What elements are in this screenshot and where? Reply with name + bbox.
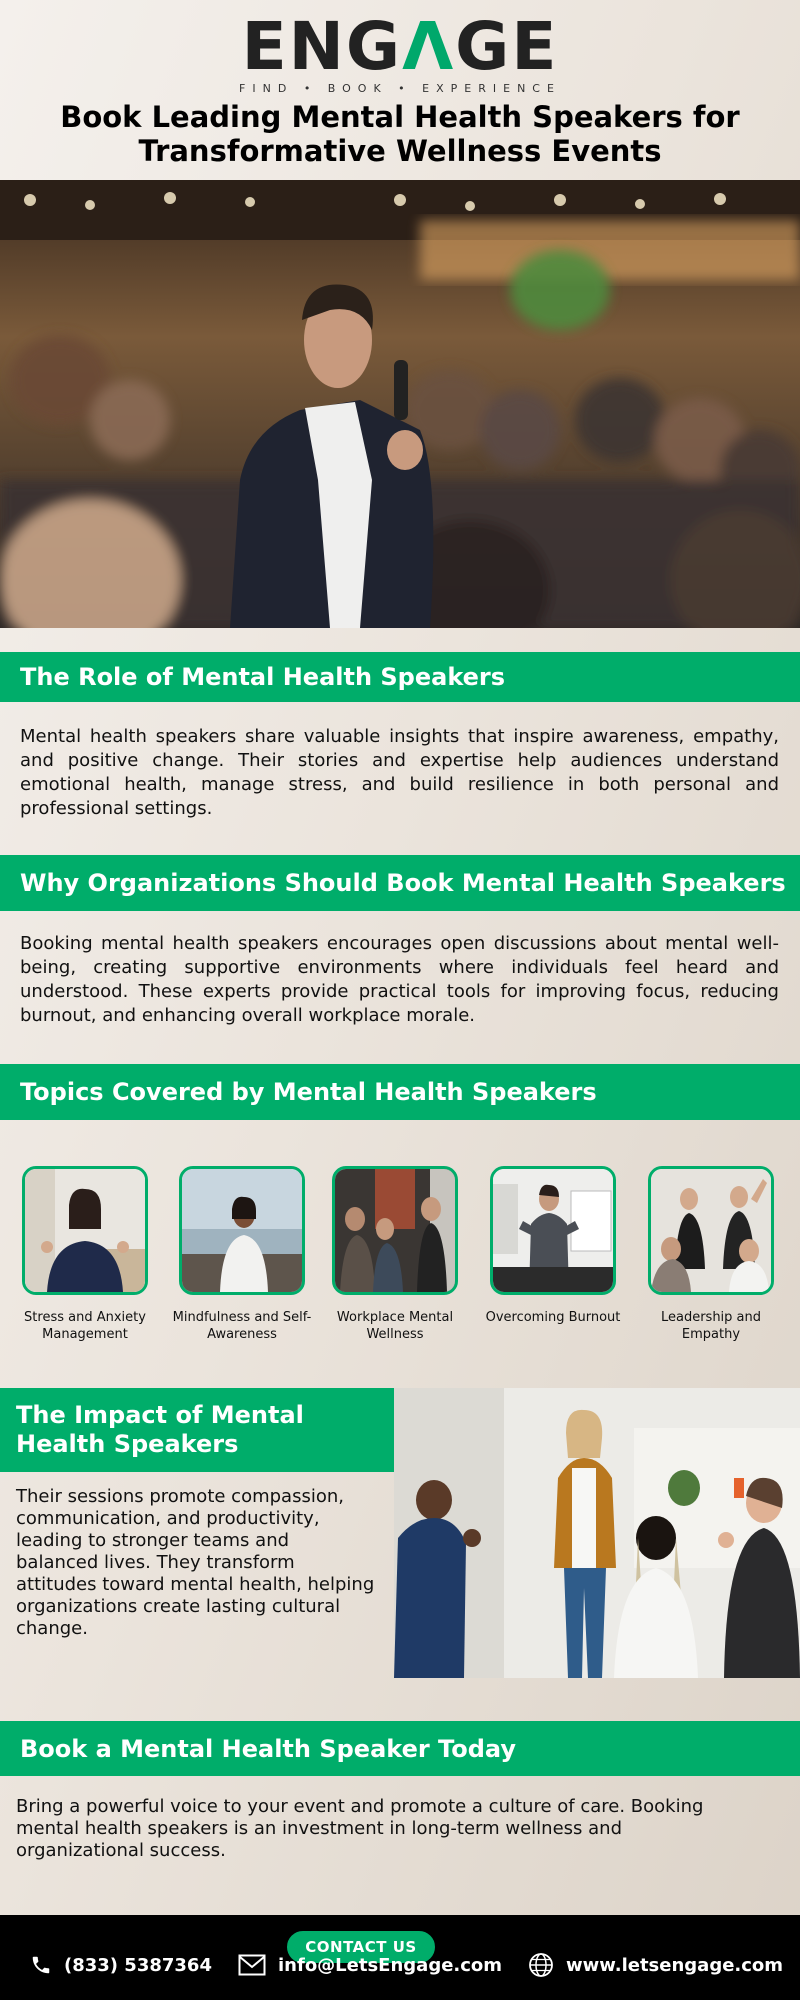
topics-heading: Topics Covered by Mental Health Speakers (0, 1064, 800, 1120)
logo-wordmark (0, 8, 800, 85)
topic-photo (490, 1166, 616, 1295)
phone-icon (30, 1954, 52, 1976)
logo-a-glyph: Λ (402, 8, 456, 85)
why-paragraph: Booking mental health speakers encourages open discussions about mental well-being, creating supportive environments where individuals feel heard and understood. These experts provide practical tools for improving focus, reducing burnout, and enhancing overall workplace morale. (20, 933, 779, 1026)
website-link[interactable]: www.letsengage.com (566, 1954, 784, 1976)
logo-text-end: GE (455, 8, 559, 85)
logo-text-start: ENG (241, 8, 403, 85)
topic-photo (332, 1166, 458, 1295)
topic-mindfulness (167, 1166, 317, 1343)
book-paragraph: Bring a powerful voice to your event and promote a culture of care. Booking mental health speakers is an investment in long-term wellness and organizational success. (16, 1796, 704, 1861)
topic-workplace-wellness (320, 1166, 470, 1343)
topic-leadership-empathy (636, 1166, 786, 1343)
footer-email[interactable] (238, 1950, 502, 1980)
mail-icon (238, 1954, 266, 1976)
footer-phone[interactable] (30, 1950, 212, 1980)
page-title: Book Leading Mental Health Speakers for Transformative Wellness Events (60, 100, 740, 168)
contact-us-button[interactable]: CONTACT US (285, 1929, 437, 1965)
logo-tagline: FIND • BOOK • EXPERIENCE (239, 82, 561, 95)
impact-heading: The Impact of Mental Health Speakers (0, 1388, 394, 1472)
why-heading: Why Organizations Should Book Mental Health Speakers (0, 855, 800, 911)
topic-label: Leadership and Empathy (660, 1310, 762, 1342)
topic-photo (648, 1166, 774, 1295)
topic-label: Stress and Anxiety Management (24, 1310, 146, 1342)
email-address[interactable]: info@LetsEngage.com (278, 1954, 503, 1976)
book-heading: Book a Mental Health Speaker Today (0, 1721, 800, 1776)
group-session-photo (394, 1388, 800, 1678)
footer-website[interactable] (528, 1950, 783, 1980)
topic-label: Overcoming Burnout (485, 1310, 621, 1325)
topics-list (0, 1166, 800, 1366)
phone-number[interactable]: (833) 5387364 (64, 1954, 212, 1976)
topic-label: Workplace Mental Wellness (336, 1310, 454, 1342)
role-heading: The Role of Mental Health Speakers (0, 652, 800, 702)
topic-photo (179, 1166, 305, 1295)
topic-photo (22, 1166, 148, 1295)
impact-paragraph: Their sessions promote compassion, communication, and productivity, leading to stronger teams and balanced lives. They transform attitudes toward mental health, helping organizations create lasting cultural change. (16, 1486, 375, 1639)
topic-label: Mindfulness and Self-Awareness (172, 1310, 312, 1342)
topic-overcoming-burnout (478, 1166, 628, 1326)
engage-logo (0, 8, 800, 95)
globe-icon (528, 1952, 554, 1978)
topic-stress-anxiety (10, 1166, 160, 1343)
hero-speaker-photo (0, 180, 800, 628)
role-paragraph: Mental health speakers share valuable insights that inspire awareness, empathy, and positive change. Their stories and expertise help audiences understand emotional health, manage stress, and build resilience in both personal and professional settings. (20, 726, 779, 819)
